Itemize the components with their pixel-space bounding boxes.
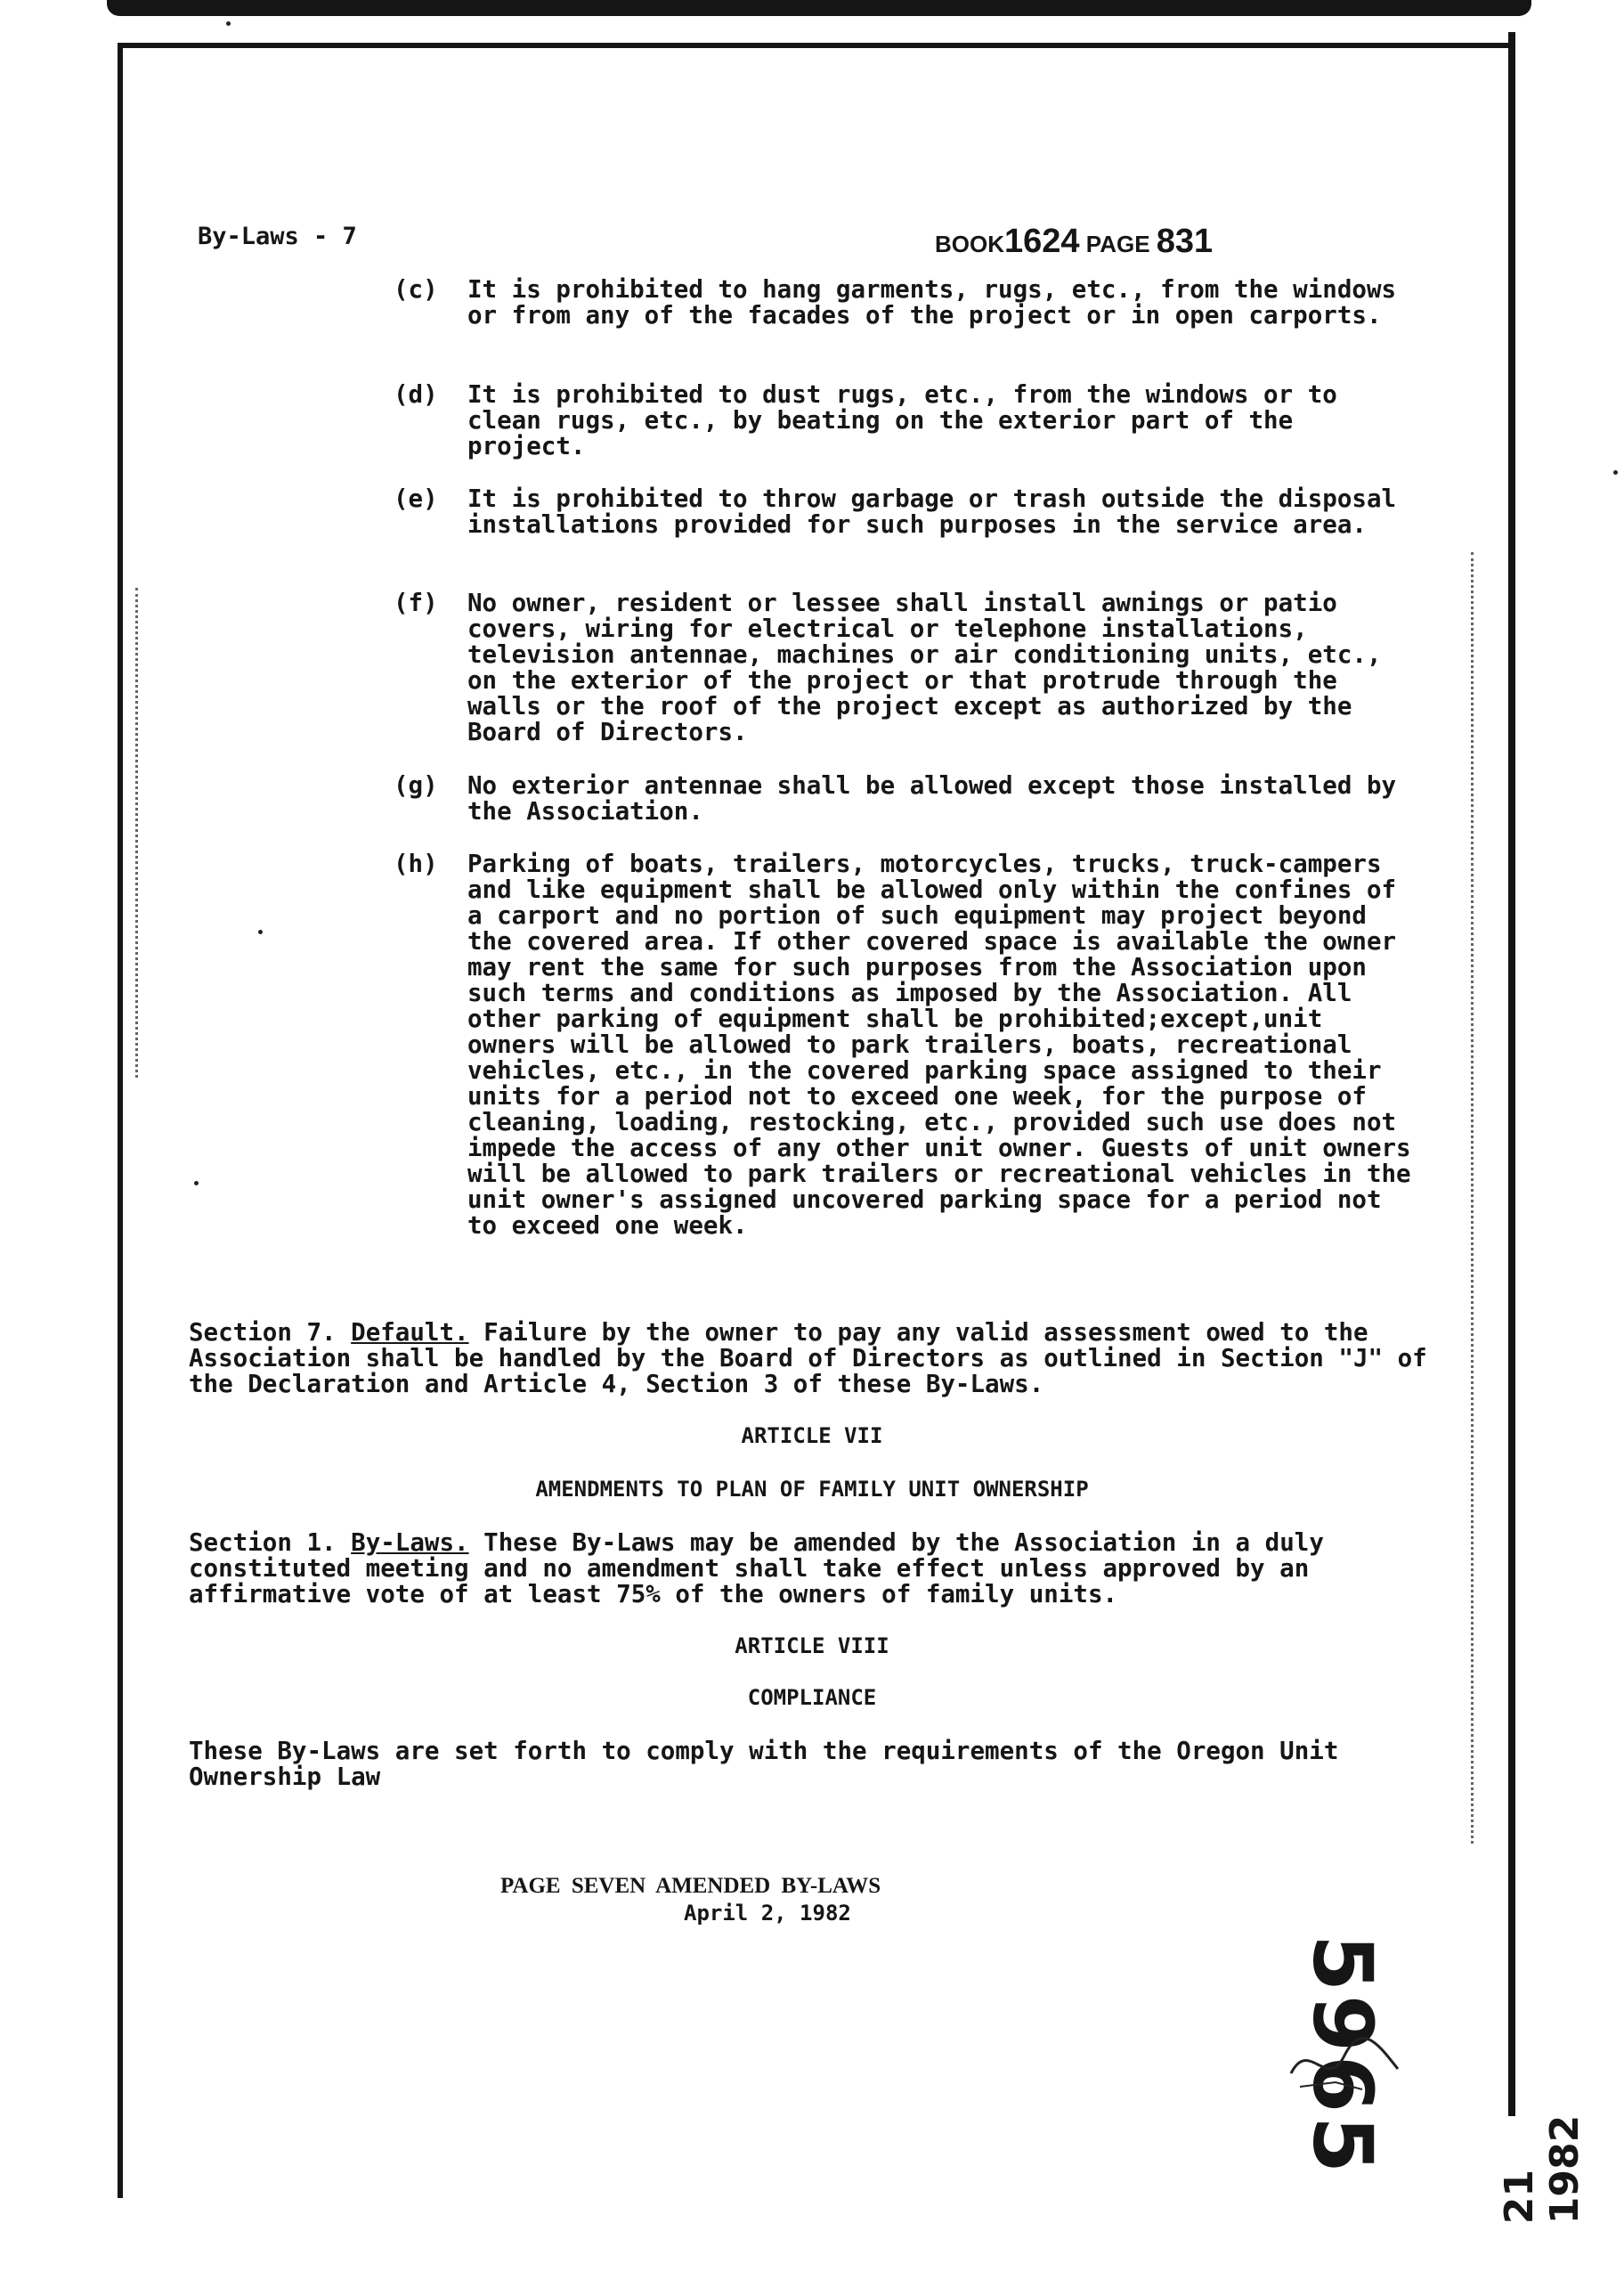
section-7-default — [189, 1320, 1435, 1397]
page-number: 831 — [1156, 223, 1214, 260]
rule-item-c — [374, 277, 1425, 329]
book-number: 1624 — [1004, 223, 1080, 260]
rule-item-d — [374, 382, 1425, 460]
item-label: (f) — [394, 589, 438, 617]
item-label: (d) — [394, 380, 438, 409]
scan-speck — [194, 1181, 199, 1185]
item-text: It is prohibited to throw garbage or trash outside the disposal installations provided for such purposes in the service area. — [467, 484, 1397, 539]
item-label: (h) — [394, 850, 438, 878]
item-text: It is prohibited to dust rugs, etc., from the windows or to clean rugs, etc., by beating on the exterior part of the project. — [467, 380, 1337, 460]
page-frame-right — [1508, 32, 1515, 2116]
item-text: No exterior antennae shall be allowed except those installed by the Association. — [467, 771, 1397, 826]
section-title: By-Laws. — [351, 1528, 469, 1557]
article-8-heading: ARTICLE VIII — [735, 1633, 889, 1658]
rule-item-h — [374, 851, 1425, 1239]
scan-speck — [258, 930, 263, 934]
scan-top-edge — [107, 0, 1531, 16]
section-prefix: Section 7. — [189, 1318, 337, 1347]
scan-speck — [226, 21, 231, 26]
article-7-subheading: AMENDMENTS TO PLAN OF FAMILY UNIT OWNERSHIP — [535, 1477, 1089, 1502]
item-text: No owner, resident or lessee shall install awnings or patio covers, wiring for electrical or telephone installations, television antennae, machines or air conditioning units, etc., on the exterior of the project or that protrude through the walls or the roof of the project except as authorized by the Board of Directors. — [467, 589, 1382, 746]
scan-speck — [1613, 470, 1618, 475]
recording-date-stamp: 21 1982 — [1497, 2114, 1587, 2225]
item-text: Parking of boats, trailers, motorcycles, trucks, truck-campers and like equipment shall be allowed only within the confines of a carport and no portion of such equipment may project beyond the covered area. If other covered space is available the owner may rent the same for such purposes from the Association upon such terms and conditions as imposed by the Association. All other parking of equipment shall be prohibited;except,unit owners will be allowed to park trailers, boats, recreational vehicles, etc., in the covered parking space assigned to their units for a period not to exceed one week, for the purpose of cleaning, loading, restocking, etc., provided such use does not impede the access of any other unit owner. Guests of unit owners will be allowed to park trailers or recreational vehicles in the unit owner's assigned uncovered parking space for a period not to exceed one week. — [467, 850, 1411, 1240]
page-header: By-Laws - 7 — [198, 223, 357, 250]
footer-title: PAGE SEVEN AMENDED BY-LAWS — [500, 1874, 881, 1898]
document-number-stamp: 5965 — [1295, 1934, 1391, 2178]
rule-item-f — [374, 590, 1425, 745]
section-title: Default. — [351, 1318, 469, 1347]
page-frame-left — [118, 43, 123, 2198]
section-text: These By-Laws may be amended by the Association in a duly constituted meeting and no amendment shall take effect unless approved by an affirmative vote of at least 75% of the owners of family units. — [189, 1528, 1324, 1608]
rule-item-e — [374, 486, 1425, 538]
handwritten-signature — [1282, 2020, 1407, 2100]
article-8-text: These By-Laws are set forth to comply with the requirements of the Oregon Unit Ownership Law — [189, 1737, 1339, 1791]
article-7-heading: ARTICLE VII — [741, 1423, 883, 1448]
page-label: PAGE — [1085, 231, 1150, 257]
item-label: (e) — [394, 484, 438, 513]
rule-item-g — [374, 773, 1425, 825]
item-text: It is prohibited to hang garments, rugs, etc., from the windows or from any of the facades of the project or in open carports. — [467, 275, 1397, 330]
section-prefix: Section 1. — [189, 1528, 337, 1557]
article-7-section-1 — [189, 1530, 1435, 1608]
item-label: (g) — [394, 771, 438, 800]
article-8-subheading: COMPLIANCE — [747, 1685, 877, 1710]
book-label: BOOK — [935, 231, 1004, 257]
section-text: Failure by the owner to pay any valid assessment owed to the Association shall be handled by the Board of Directors as outlined in Section "J" of the Declaration and Article 4, Section 3 of these By-Laws. — [189, 1318, 1427, 1398]
book-page-stamp — [935, 223, 1213, 261]
footer-date: April 2, 1982 — [684, 1901, 851, 1926]
scan-dots-left — [135, 588, 141, 1078]
item-label: (c) — [394, 275, 438, 304]
page-frame-top — [118, 43, 1515, 48]
